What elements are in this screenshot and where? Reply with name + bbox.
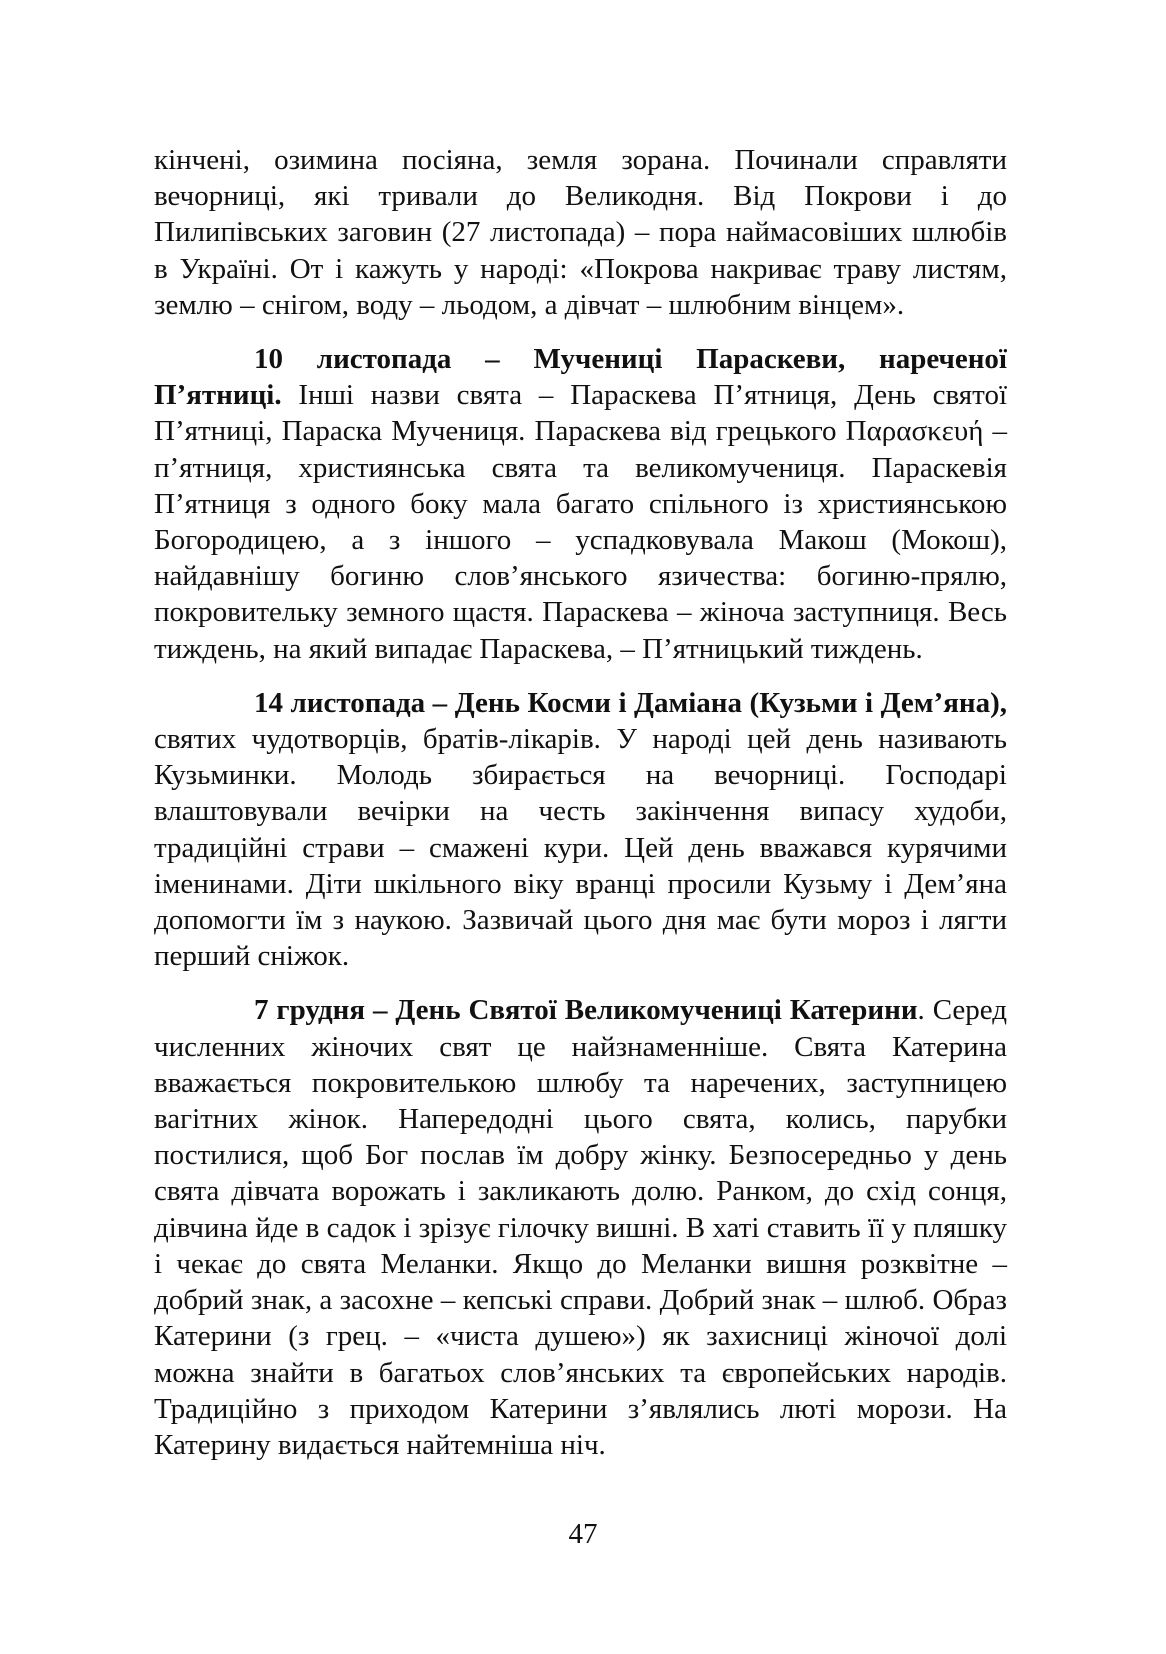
paragraph-text: кінчені, озимина посіяна, земля зорана. Починали справляти вечорниці, які тривали до Великодня. Від Покрови і до Пилипівських заговин (27 листопада) – пора наймасовіших шлюбів в Україні. От і кажуть у народі: «Покрова накриває траву листям, землю – снігом, воду – льодом, а дівчат – шлюбним вінцем». (154, 144, 1007, 321)
page-number: 47 (568, 1518, 598, 1550)
paragraph-text: . Серед численних жіночих свят це найзнаменніше. Свята Катерина вважається покровителькою шлюбу та наречених, заступницею вагітних жінок. Напередодні цього свята, колись, парубки постилися, щоб Бог послав їм добру жінку. Безпосередньо у день свята дівчата ворожать і закликають долю. Ранком, до схід сонця, дівчина йде в садок і зрізує гілочку вишні. В хаті ставить її у пляшку і чекає до свята Меланки. Якщо до Меланки вишня розквітне – добрий знак, а засохне – кепські справи. Добрий знак – шлюб. Образ Катерини (з грец. – «чиста душею») як захисниці жіночої долі можна знайти в багатьох слов’янських та європейських народів. Традиційно з приходом Катерини з’являлись люті морози. На Катерину видається найтемніша ніч. (154, 994, 1008, 1461)
paragraph-paraskeva (154, 341, 1007, 667)
paragraph-text: святих чудотворців, братів-лікарів. У народі цей день називають Кузьминки. Молодь збирається на вечорниці. Господарі влаштовували вечірки на честь закінчення випасу худоби, традиційні страви – смажені кури. Цей день вважався курячими іменинами. Діти шкільного віку вранці просили Кузьму і Дем’яна допомогти їм з наукою. Зазвичай цього дня має бути мороз і лягти перший сніжок. (154, 723, 1007, 973)
paragraph-kuzma-demyan (154, 685, 1007, 975)
paragraph-intro (154, 142, 1007, 323)
paragraph-heading: 14 листопада – День Косми і Даміана (Кузьми і Дем’яна), (254, 686, 1007, 719)
paragraph-heading: 10 листопада – Мучениці Параскеви, нареченої П’ятниці. (154, 343, 1007, 412)
body-text (154, 142, 1007, 1463)
paragraph-text: Інші назви свята – Параскева П’ятниця, День святої П’ятниці, Параска Мучениця. Параскева від грецького Παρασκευή – п’ятниця, християнська свята та великомучениця. Параскевія П’ятниця з одного боку мала багато спільного із християнською Богородицею, а з іншого – успадковувала Макош (Мокош), найдавнішу богиню слов’янського язичества: богиню-прялю, покровительку земного щастя. Параскева – жіноча заступниця. Весь тиждень, на який випадає Параскева, – П’ятницький тиждень. (154, 379, 1007, 665)
paragraph-kateryna (154, 992, 1007, 1463)
paragraph-heading: 7 грудня – День Святої Великомучениці Катерини (254, 994, 918, 1027)
